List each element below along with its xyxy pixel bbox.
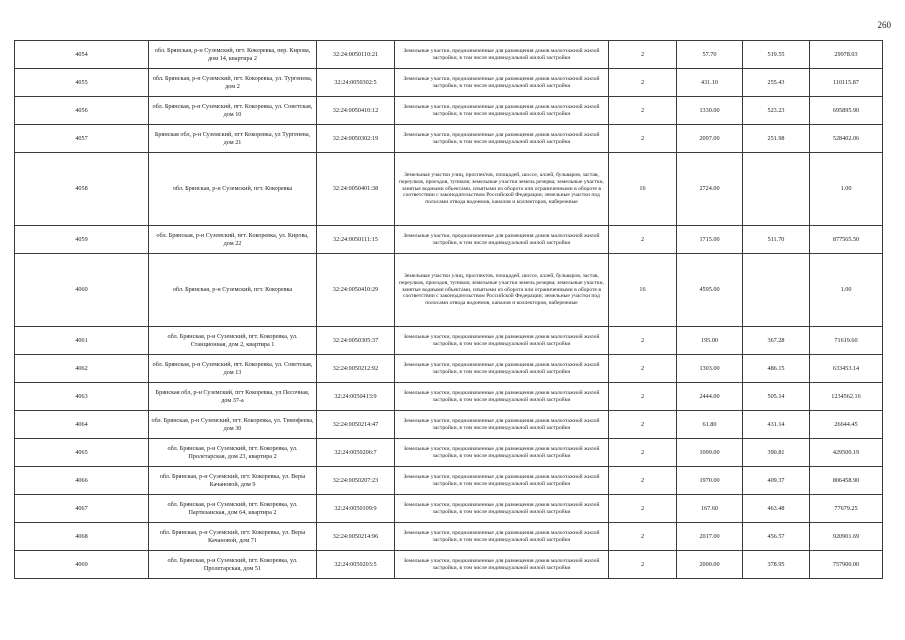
specific-value-cell: 505.14: [743, 383, 810, 411]
row-number-cell: 4057: [15, 125, 149, 153]
row-number-cell: 4069: [15, 551, 149, 579]
area-cell: 4595.00: [677, 254, 743, 327]
address-cell: обл. Брянская, р-н Суземский, пгт. Кокоревка, пер. Кирова, дом 14, квартира 2: [149, 41, 317, 69]
row-number-cell: 4064: [15, 411, 149, 439]
cadastral-number-cell: 32:24:0050111:15: [317, 226, 395, 254]
cadastral-number-cell: 32:24:0050305:37: [317, 327, 395, 355]
cadastral-value-cell: 1.00: [810, 254, 883, 327]
cadastral-value-cell: 1234562.16: [810, 383, 883, 411]
area-cell: 61.80: [677, 411, 743, 439]
row-number-cell: 4060: [15, 254, 149, 327]
land-use-cell: Земельные участки, предназначенные для размещения домов малоэтажной жилой застройки, в том числе индивидуальной жилой застройки: [395, 355, 609, 383]
specific-value-cell: [743, 254, 810, 327]
cadastral-value-cell: 1.00: [810, 153, 883, 226]
group-number-cell: 2: [609, 226, 677, 254]
group-number-cell: 2: [609, 69, 677, 97]
address-cell: обл. Брянская, р-н Суземский, пгт. Кокоревка, ул. Советская, дом 10: [149, 97, 317, 125]
land-use-cell: Земельные участки, предназначенные для размещения домов малоэтажной жилой застройки, в том числе индивидуальной жилой застройки: [395, 551, 609, 579]
address-cell: обл. Брянская, р-н Суземский, пгт. Кокоревка, ул. Партизанская, дом 64, квартира 2: [149, 495, 317, 523]
area-cell: 2444.00: [677, 383, 743, 411]
land-use-cell: Земельные участки, предназначенные для размещения домов малоэтажной жилой застройки, в том числе индивидуальной жилой застройки: [395, 495, 609, 523]
table-row: [15, 41, 883, 69]
land-use-cell: Земельные участки, предназначенные для размещения домов малоэтажной жилой застройки, в том числе индивидуальной жилой застройки: [395, 69, 609, 97]
table-row: [15, 383, 883, 411]
group-number-cell: 2: [609, 439, 677, 467]
specific-value-cell: 431.14: [743, 411, 810, 439]
table-row: [15, 439, 883, 467]
row-number-cell: 4067: [15, 495, 149, 523]
cadastral-value-cell: 528402.06: [810, 125, 883, 153]
row-number-cell: 4068: [15, 523, 149, 551]
table-row: [15, 254, 883, 327]
row-number-cell: 4066: [15, 467, 149, 495]
group-number-cell: 2: [609, 97, 677, 125]
land-use-cell: Земельные участки, предназначенные для размещения домов малоэтажной жилой застройки, в том числе индивидуальной жилой застройки: [395, 439, 609, 467]
area-cell: 1970.00: [677, 467, 743, 495]
land-use-cell: Земельные участки, предназначенные для размещения домов малоэтажной жилой застройки, в том числе индивидуальной жилой застройки: [395, 523, 609, 551]
cadastral-number-cell: 32:24:0050110:21: [317, 41, 395, 69]
land-use-cell: Земельные участки, предназначенные для размещения домов малоэтажной жилой застройки, в том числе индивидуальной жилой застройки: [395, 41, 609, 69]
cadastral-value-cell: 77679.25: [810, 495, 883, 523]
specific-value-cell: 511.70: [743, 226, 810, 254]
row-number-cell: 4063: [15, 383, 149, 411]
cadastral-number-cell: 32:24:0050410:12: [317, 97, 395, 125]
table-row: [15, 125, 883, 153]
land-use-cell: Земельные участки улиц, проспектов, площадей, шоссе, аллей, бульваров, застав, переулков, проездов, тупиков; земельные участки земель резерва; земельные участки, занятые водными объектами, изъятыми из оборота или ограниченными в обороте в соответствии с законодательством Российской Федерации; земельные участки под полосами отвода водоемов, каналов и коллекторов, набережные: [395, 153, 609, 226]
cadastral-number-cell: 32:24:0050214:96: [317, 523, 395, 551]
table-row: [15, 327, 883, 355]
group-number-cell: 2: [609, 383, 677, 411]
table-row: [15, 97, 883, 125]
table-row: [15, 467, 883, 495]
group-number-cell: 2: [609, 411, 677, 439]
area-cell: 2097.00: [677, 125, 743, 153]
specific-value-cell: 523.23: [743, 97, 810, 125]
cadastral-value-cell: 71619.60: [810, 327, 883, 355]
table-row: [15, 226, 883, 254]
cadastral-value-cell: 920901.69: [810, 523, 883, 551]
table-row: [15, 69, 883, 97]
specific-value-cell: 367.28: [743, 327, 810, 355]
land-use-cell: Земельные участки, предназначенные для размещения домов малоэтажной жилой застройки, в том числе индивидуальной жилой застройки: [395, 411, 609, 439]
cadastral-number-cell: 32:24:0050203:5: [317, 551, 395, 579]
cadastral-number-cell: 32:24:0050302:19: [317, 125, 395, 153]
group-number-cell: 16: [609, 254, 677, 327]
table-body: [15, 41, 883, 579]
table-row: [15, 411, 883, 439]
specific-value-cell: 255.43: [743, 69, 810, 97]
table-row: [15, 355, 883, 383]
area-cell: 2724.00: [677, 153, 743, 226]
row-number-cell: 4065: [15, 439, 149, 467]
cadastral-number-cell: 32:24:0050413:9: [317, 383, 395, 411]
land-plots-table: [14, 40, 883, 579]
address-cell: обл. Брянская, р-н Суземский, пгт. Кокоревка, ул. Тургенева, дом 2: [149, 69, 317, 97]
address-cell: обл. Брянская, р-н Суземский, пгт. Кокоревка, ул. Кирова, дом 22: [149, 226, 317, 254]
cadastral-number-cell: 32:24:0050302:5: [317, 69, 395, 97]
specific-value-cell: 251.98: [743, 125, 810, 153]
group-number-cell: 2: [609, 355, 677, 383]
address-cell: обл. Брянская, р-н Суземский, пгт. Кокоревка, ул. Веры Качановой, дом 9: [149, 467, 317, 495]
area-cell: 57.70: [677, 41, 743, 69]
land-use-cell: Земельные участки, предназначенные для размещения домов малоэтажной жилой застройки, в том числе индивидуальной жилой застройки: [395, 467, 609, 495]
cadastral-value-cell: 429500.19: [810, 439, 883, 467]
land-use-cell: Земельные участки улиц, проспектов, площадей, шоссе, аллей, бульваров, застав, переулков, проездов, тупиков; земельные участки земель резерва; земельные участки, занятые водными объектами, изъятыми из оборота или ограниченными в обороте в соответствии с законодательством Российской Федерации; земельные участки под полосами отвода водоемов, каналов и коллекторов, набережные: [395, 254, 609, 327]
address-cell: Брянская обл, р-н Суземский, пгт Кокоревка, ул Тургенева, дом 21: [149, 125, 317, 153]
area-cell: 1099.00: [677, 439, 743, 467]
area-cell: 195.00: [677, 327, 743, 355]
cadastral-value-cell: 695895.90: [810, 97, 883, 125]
cadastral-number-cell: 32:24:0050109:9: [317, 495, 395, 523]
address-cell: обл. Брянская, р-н Суземский, пгт. Кокоревка: [149, 153, 317, 226]
specific-value-cell: 378.95: [743, 551, 810, 579]
cadastral-value-cell: 806458.90: [810, 467, 883, 495]
row-number-cell: 4062: [15, 355, 149, 383]
cadastral-value-cell: 26644.45: [810, 411, 883, 439]
address-cell: обл. Брянская, р-н Суземский, пгт. Кокоревка, ул. Пролетарская, дом 23, квартира 2: [149, 439, 317, 467]
address-cell: обл. Брянская, р-н Суземский, пгт. Кокоревка, ул. Станционная, дом 2, квартира 1: [149, 327, 317, 355]
group-number-cell: 16: [609, 153, 677, 226]
cadastral-value-cell: 877565.50: [810, 226, 883, 254]
address-cell: обл. Брянская, р-н Суземский, пгт. Кокоревка, ул. Тимофеева, дом 30: [149, 411, 317, 439]
row-number-cell: 4061: [15, 327, 149, 355]
address-cell: обл. Брянская, р-н Суземский, пгт. Кокоревка, ул. Пролетарская, дом 51: [149, 551, 317, 579]
specific-value-cell: 409.37: [743, 467, 810, 495]
row-number-cell: 4054: [15, 41, 149, 69]
specific-value-cell: 456.57: [743, 523, 810, 551]
cadastral-number-cell: 32:24:0050212:92: [317, 355, 395, 383]
group-number-cell: 2: [609, 125, 677, 153]
area-cell: 2000.00: [677, 551, 743, 579]
land-use-cell: Земельные участки, предназначенные для размещения домов малоэтажной жилой застройки, в том числе индивидуальной жилой застройки: [395, 383, 609, 411]
row-number-cell: 4055: [15, 69, 149, 97]
area-cell: 431.10: [677, 69, 743, 97]
land-use-cell: Земельные участки, предназначенные для размещения домов малоэтажной жилой застройки, в том числе индивидуальной жилой застройки: [395, 125, 609, 153]
specific-value-cell: 486.15: [743, 355, 810, 383]
area-cell: 2017.00: [677, 523, 743, 551]
land-use-cell: Земельные участки, предназначенные для размещения домов малоэтажной жилой застройки, в том числе индивидуальной жилой застройки: [395, 327, 609, 355]
area-cell: 1303.00: [677, 355, 743, 383]
address-cell: обл. Брянская, р-н Суземский, пгт. Кокоревка, ул. Советская, дом 13: [149, 355, 317, 383]
group-number-cell: 2: [609, 495, 677, 523]
row-number-cell: 4056: [15, 97, 149, 125]
group-number-cell: 2: [609, 467, 677, 495]
address-cell: Брянская обл, р-н Суземский, пгт Кокоревка, ул Песочная, дом 37-а: [149, 383, 317, 411]
cadastral-number-cell: 32:24:0050410:29: [317, 254, 395, 327]
row-number-cell: 4058: [15, 153, 149, 226]
area-cell: 1330.00: [677, 97, 743, 125]
group-number-cell: 2: [609, 551, 677, 579]
specific-value-cell: 390.81: [743, 439, 810, 467]
table-row: [15, 495, 883, 523]
page-number: 260: [877, 20, 891, 30]
area-cell: 1715.00: [677, 226, 743, 254]
cadastral-number-cell: 32:24:0050401:38: [317, 153, 395, 226]
specific-value-cell: 463.48: [743, 495, 810, 523]
cadastral-number-cell: 32:24:0050207:23: [317, 467, 395, 495]
area-cell: 167.60: [677, 495, 743, 523]
address-cell: обл. Брянская, р-н Суземский, пгт. Кокоревка, ул. Веры Качановой, дом 71: [149, 523, 317, 551]
table-row: [15, 551, 883, 579]
cadastral-value-cell: 757900.00: [810, 551, 883, 579]
cadastral-value-cell: 633453.14: [810, 355, 883, 383]
land-use-cell: Земельные участки, предназначенные для размещения домов малоэтажной жилой застройки, в том числе индивидуальной жилой застройки: [395, 97, 609, 125]
row-number-cell: 4059: [15, 226, 149, 254]
specific-value-cell: [743, 153, 810, 226]
cadastral-value-cell: 29978.03: [810, 41, 883, 69]
table-row: [15, 153, 883, 226]
group-number-cell: 2: [609, 523, 677, 551]
specific-value-cell: 519.55: [743, 41, 810, 69]
cadastral-number-cell: 32:24:0050214:47: [317, 411, 395, 439]
address-cell: обл. Брянская, р-н Суземский, пгт. Кокоревка: [149, 254, 317, 327]
cadastral-number-cell: 32:24:0050206:7: [317, 439, 395, 467]
cadastral-value-cell: 110115.87: [810, 69, 883, 97]
table-row: [15, 523, 883, 551]
group-number-cell: 2: [609, 41, 677, 69]
land-use-cell: Земельные участки, предназначенные для размещения домов малоэтажной жилой застройки, в том числе индивидуальной жилой застройки: [395, 226, 609, 254]
group-number-cell: 2: [609, 327, 677, 355]
